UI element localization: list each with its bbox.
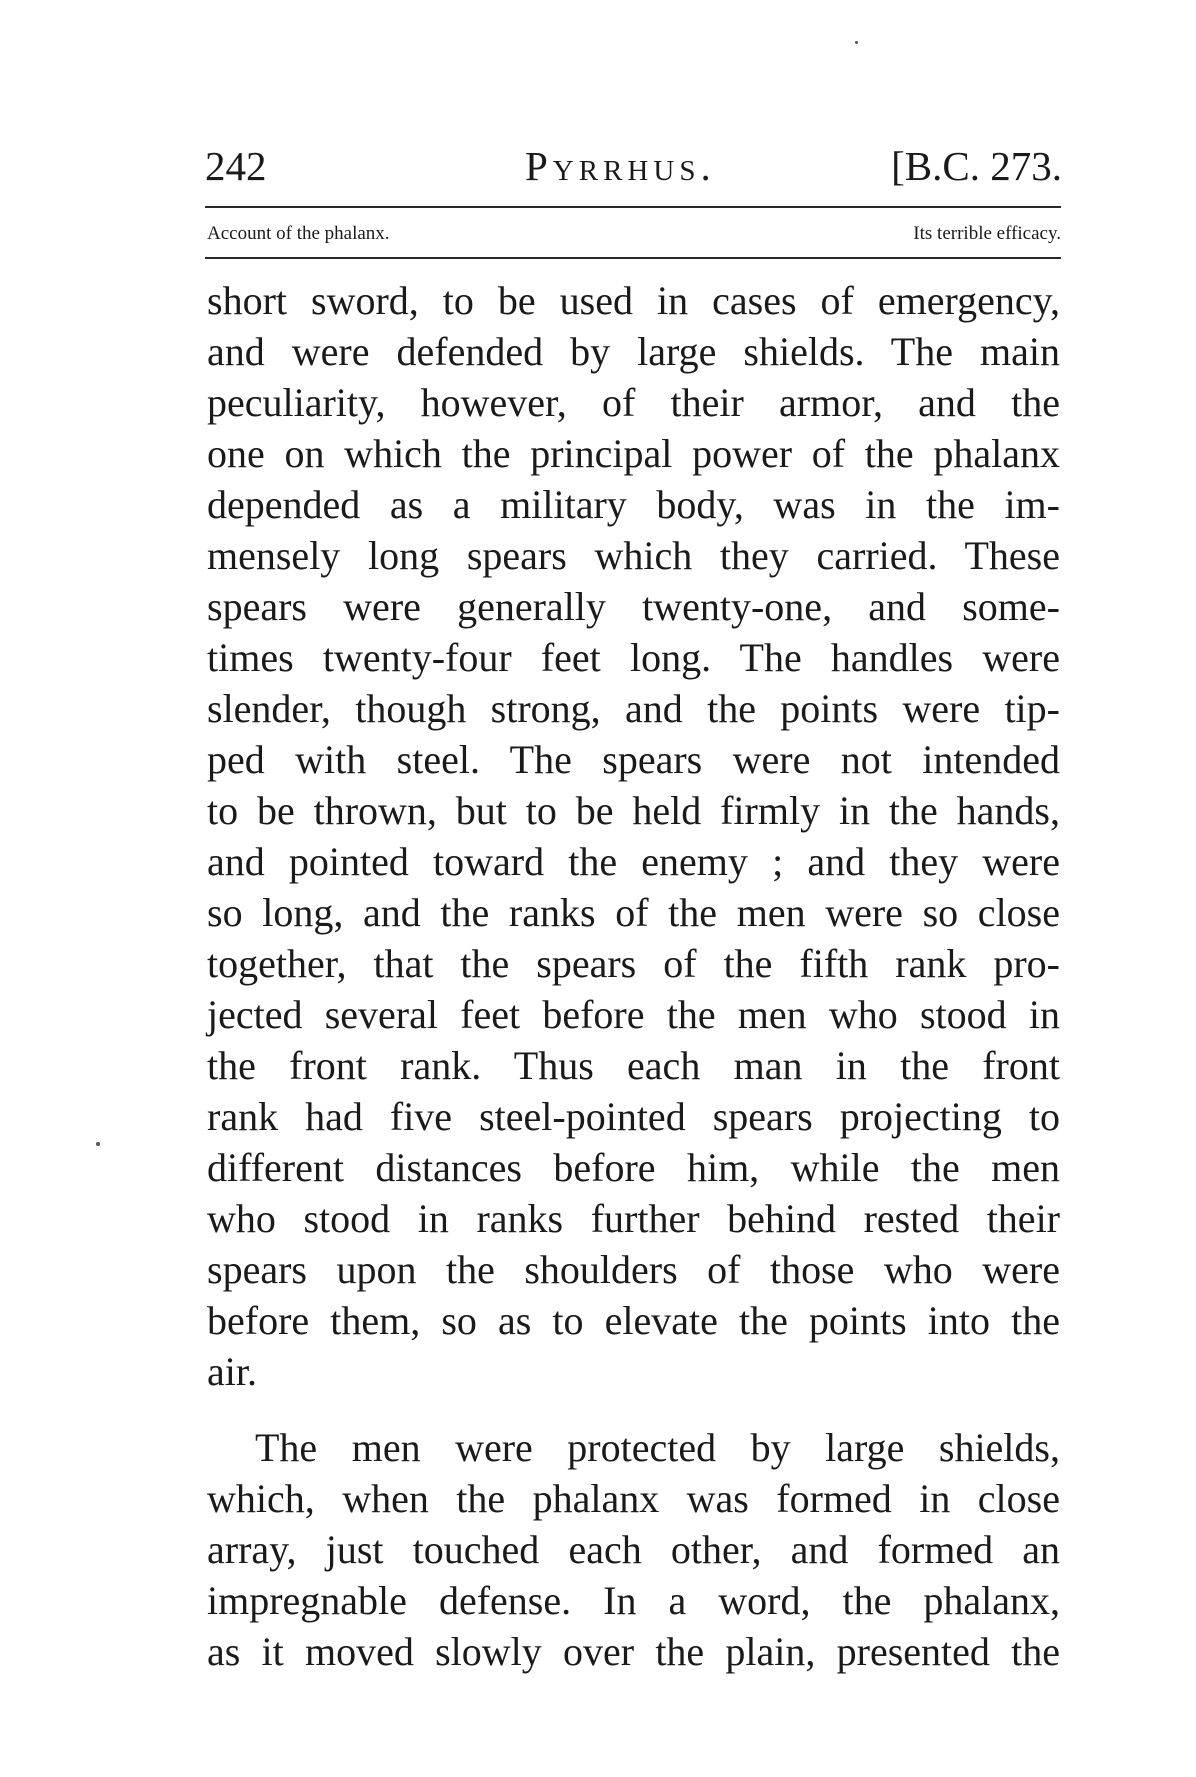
header-rule xyxy=(205,206,1061,208)
text-line: before them, so as to elevate the points into the xyxy=(207,1298,1060,1343)
text-line: times twenty-four feet long. The handles were xyxy=(207,635,1060,680)
page-number: 242 xyxy=(205,143,267,189)
text-line: spears upon the shoulders of those who were xyxy=(207,1247,1060,1292)
text-line: impregnable defense. In a word, the phalanx, xyxy=(207,1578,1060,1623)
sidenote-left: Account of the phalanx. xyxy=(207,223,390,244)
running-header xyxy=(205,142,1062,202)
sidenote-right: Its terrible efficacy. xyxy=(913,223,1061,244)
text-line: and pointed toward the enemy ; and they were xyxy=(207,839,1060,884)
text-line: together, that the spears of the fifth rank pro- xyxy=(207,941,1060,986)
text-line: one on which the principal power of the phalanx xyxy=(207,431,1060,476)
paragraph xyxy=(207,275,1060,1397)
text-line: different distances before him, while the men xyxy=(207,1145,1060,1190)
text-line: short sword, to be used in cases of emergency, xyxy=(207,278,1060,323)
text-line: ped with steel. The spears were not intended xyxy=(207,737,1060,782)
text-line: who stood in ranks further behind rested their xyxy=(207,1196,1060,1241)
paragraph xyxy=(207,1422,1060,1677)
text-line: the front rank. Thus each man in the front xyxy=(207,1043,1060,1088)
print-speck xyxy=(96,1142,100,1146)
date-mark: [B.C. 273. xyxy=(891,143,1062,189)
sidenote-rule xyxy=(205,257,1061,259)
text-line: depended as a military body, was in the im- xyxy=(207,482,1060,527)
text-line: spears were generally twenty-one, and some- xyxy=(207,584,1060,629)
text-line: which, when the phalanx was formed in close xyxy=(207,1476,1060,1521)
running-title: Pyrrhus. xyxy=(525,143,716,189)
text-line: mensely long spears which they carried. These xyxy=(207,533,1060,578)
body-text xyxy=(207,275,1060,1677)
text-line: so long, and the ranks of the men were so close xyxy=(207,890,1060,935)
print-speck xyxy=(855,41,858,44)
text-line: slender, though strong, and the points were tip- xyxy=(207,686,1060,731)
text-line: rank had five steel-pointed spears projecting to xyxy=(207,1094,1060,1139)
text-line: air. xyxy=(207,1349,257,1394)
text-line: and were defended by large shields. The main xyxy=(207,329,1060,374)
text-line: jected several feet before the men who stood in xyxy=(207,992,1060,1037)
text-line: to be thrown, but to be held firmly in the hands, xyxy=(207,788,1060,833)
text-line: The men were protected by large shields, xyxy=(255,1425,1060,1470)
text-line: array, just touched each other, and formed an xyxy=(207,1527,1060,1572)
paragraph-gap xyxy=(207,1397,1060,1422)
text-line: peculiarity, however, of their armor, and the xyxy=(207,380,1060,425)
text-line: as it moved slowly over the plain, presented the xyxy=(207,1629,1060,1674)
